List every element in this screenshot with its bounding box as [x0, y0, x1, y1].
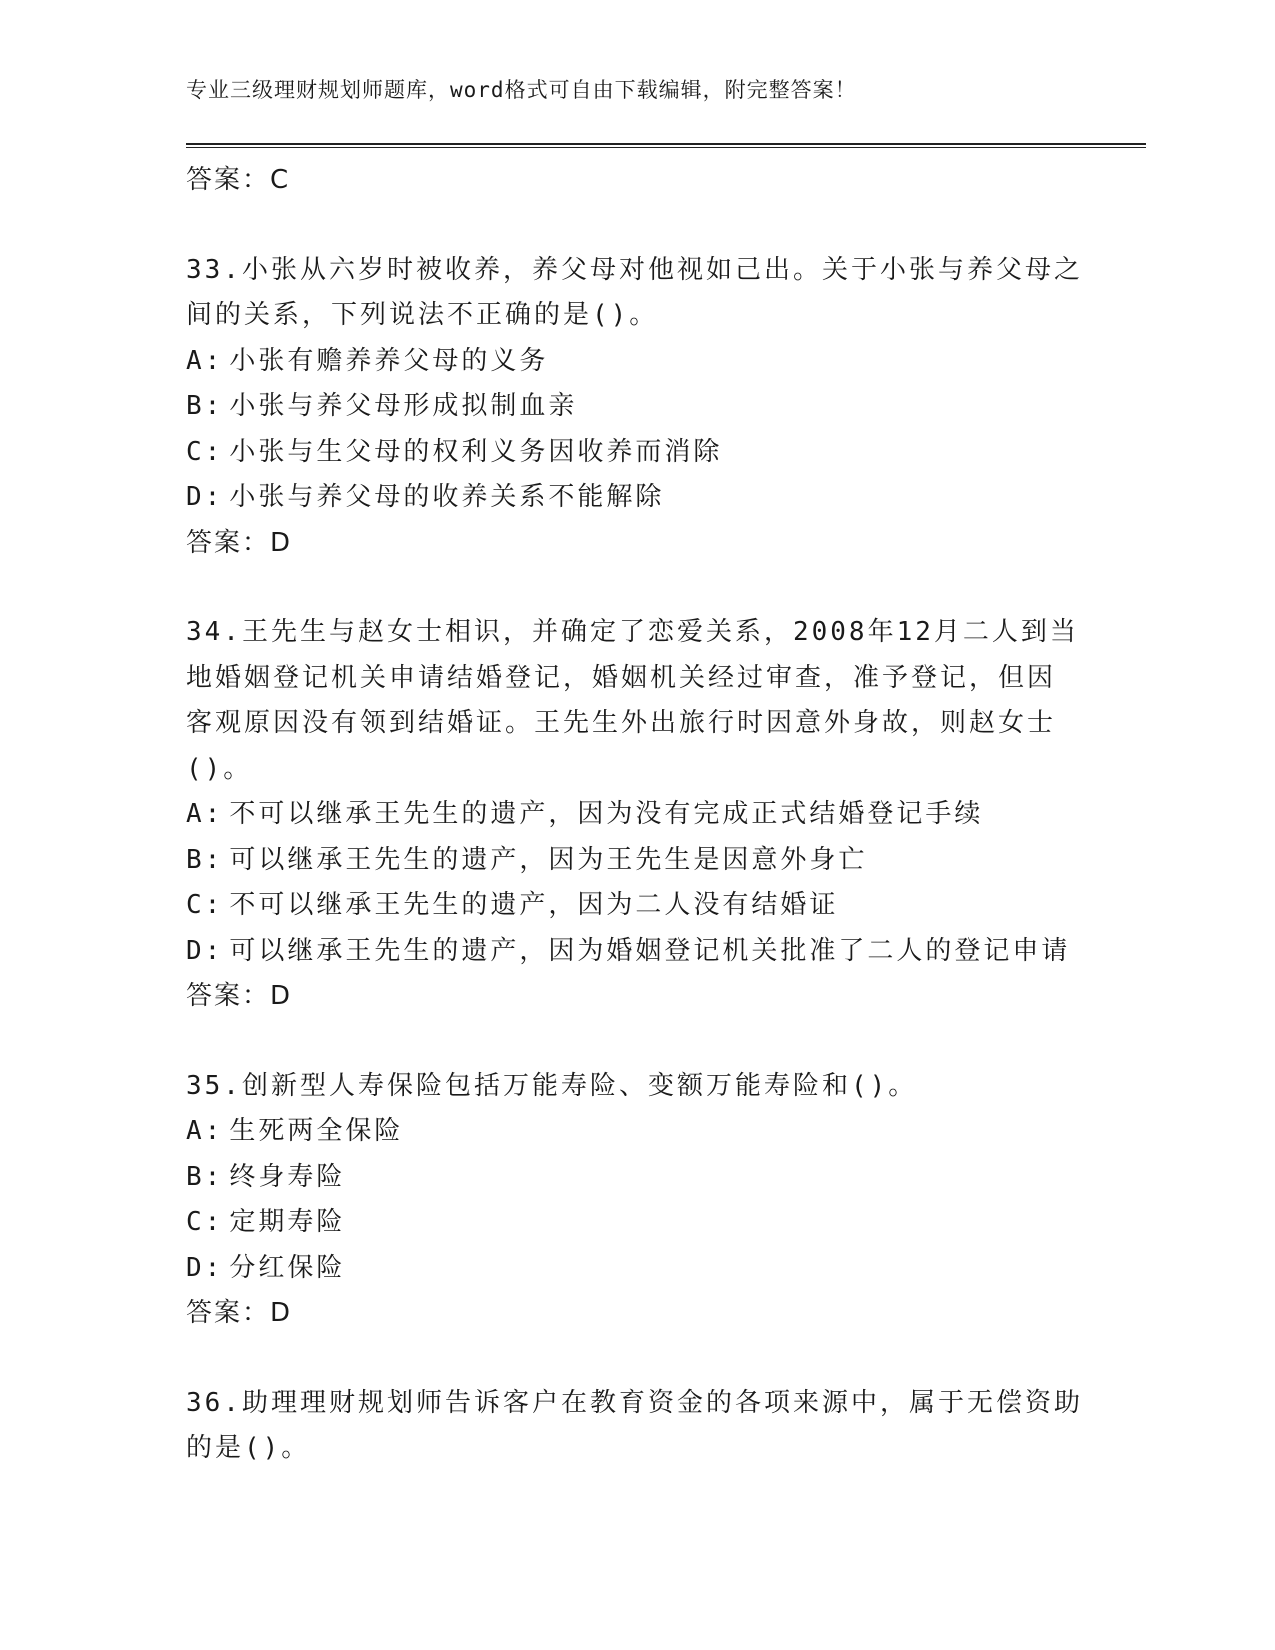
question-stem-line: 间的关系，下列说法不正确的是()。: [186, 300, 659, 330]
option-text: 不可以继承王先生的遗产，因为没有完成正式结婚登记手续: [229, 799, 984, 829]
option-text: 小张有赡养养父母的义务: [229, 345, 549, 376]
option-text: 可以继承王先生的遗产，因为婚姻登记机关批准了二人的登记申请: [229, 935, 1071, 966]
spacer: [186, 1337, 1086, 1381]
question-stem-line: 36.助理理财规划师告诉客户在教育资金的各项来源中，属于无偿资助: [186, 1387, 1083, 1418]
option-text: 分红保险: [229, 1252, 346, 1283]
option-d: [186, 475, 1086, 521]
question-stem-line: ()。: [186, 753, 253, 784]
option-c: [186, 430, 1086, 476]
option-letter: B:: [186, 391, 224, 421]
answer-line: 答案：D: [186, 981, 293, 1011]
answer-line: 答案：C: [186, 165, 291, 195]
spacer: [186, 1020, 1086, 1064]
option-d: [186, 1246, 1086, 1292]
question-block: [186, 248, 1086, 567]
header-divider: [186, 143, 1146, 145]
option-text: 可以继承王先生的遗产，因为王先生是因意外身亡: [229, 844, 868, 875]
option-a: [186, 1109, 1086, 1155]
option-b: [186, 838, 1086, 884]
option-a: [186, 792, 1086, 838]
option-c: [186, 1200, 1086, 1246]
option-b: [186, 384, 1086, 430]
question-stem-line: 34.王先生与赵女士相识，并确定了恋爱关系，2008年12月二人到当: [186, 617, 1079, 647]
option-letter: D:: [186, 935, 224, 966]
option-b: [186, 1155, 1086, 1201]
option-letter: D:: [186, 482, 224, 512]
option-letter: C:: [186, 1207, 224, 1237]
question-stem-line: 的是()。: [186, 1433, 311, 1463]
option-letter: A:: [186, 1116, 224, 1146]
question-stem-line: 35.创新型人寿保险包括万能寿险、变额万能寿险和()。: [186, 1070, 918, 1101]
question-stem-line: 地婚姻登记机关申请结婚登记，婚姻机关经过审查，准予登记，但因: [186, 662, 1057, 693]
option-c: [186, 883, 1086, 929]
spacer: [186, 204, 1086, 248]
spacer: [186, 566, 1086, 610]
option-d: [186, 929, 1086, 975]
option-text: 小张与生父母的权利义务因收养而消除: [229, 436, 723, 467]
question-stem-line: 客观原因没有领到结婚证。王先生外出旅行时因意外身故，则赵女士: [186, 708, 1057, 738]
answer-line: 答案：D: [186, 527, 293, 558]
option-text: 小张与养父母形成拟制血亲: [229, 391, 578, 421]
option-letter: A:: [186, 799, 224, 829]
option-letter: C:: [186, 436, 224, 467]
question-block: [186, 610, 1086, 1020]
option-letter: A:: [186, 345, 224, 376]
option-text: 小张与养父母的收养关系不能解除: [229, 482, 665, 512]
page-header: 专业三级理财规划师题库，word格式可自由下载编辑，附完整答案！: [186, 78, 857, 102]
question-stem-line: 33.小张从六岁时被收养，养父母对他视如己出。关于小张与养父母之: [186, 254, 1083, 285]
answer-line: 答案：D: [186, 1298, 293, 1328]
option-letter: B:: [186, 844, 224, 875]
option-text: 终身寿险: [229, 1161, 346, 1192]
option-text: 生死两全保险: [229, 1116, 404, 1146]
option-letter: B:: [186, 1161, 224, 1192]
option-letter: C:: [186, 890, 224, 920]
question-block: [186, 1064, 1086, 1337]
option-letter: D:: [186, 1252, 224, 1283]
option-text: 定期寿险: [229, 1207, 346, 1237]
question-block: [186, 1381, 1086, 1472]
option-a: [186, 339, 1086, 385]
document-body: [186, 158, 1086, 1472]
option-text: 不可以继承王先生的遗产，因为二人没有结婚证: [229, 890, 839, 920]
